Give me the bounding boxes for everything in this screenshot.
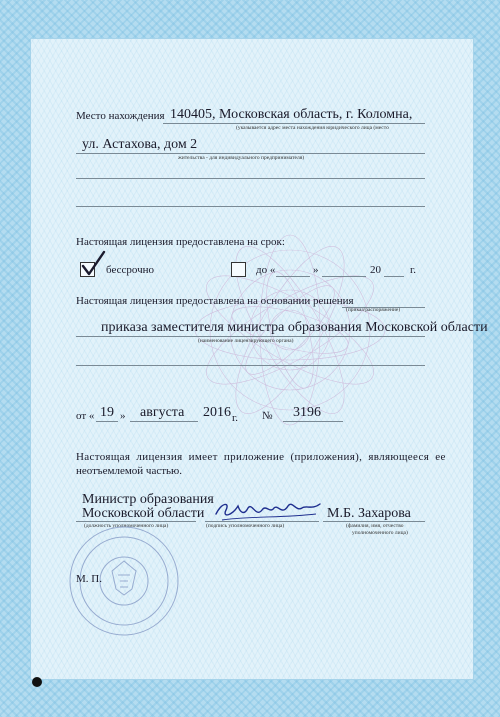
location-underline-1 (163, 123, 425, 124)
signer-position-hint: (должность уполномоченного лица) (84, 523, 169, 529)
location-underline-3 (76, 178, 425, 179)
signer-position-line1: Министр образования (82, 492, 214, 507)
checkmark-icon (79, 250, 107, 278)
order-month: августа (140, 405, 185, 420)
location-underline-4 (76, 206, 425, 207)
order-mid: » (120, 410, 126, 422)
basis-value-underline (76, 336, 425, 337)
hole-punch-dot (32, 677, 42, 687)
signature-hint: (подпись уполномоченного лица) (206, 523, 285, 529)
order-year-suffix: г. (232, 412, 239, 424)
appendix-line2: неотъемлемой частью. (76, 465, 183, 477)
order-day: 19 (100, 405, 114, 420)
signer-name: М.Б. Захарова (327, 506, 411, 521)
until-close: » (313, 264, 319, 276)
appendix-line1: Настоящая лицензия имеет приложение (приложения), являющееся ее (76, 451, 446, 463)
basis-underline-2 (76, 365, 425, 366)
location-hint-1: (указывается адрес места нахождения юридического лица (место (236, 125, 389, 131)
basis-value: приказа заместителя министра образования Московской области (101, 320, 488, 335)
location-line2: ул. Астахова, дом 2 (82, 137, 198, 152)
term-label: Настоящая лицензия предоставлена на срок: (76, 236, 285, 248)
location-line1: 140405, Московская область, г. Коломна, (170, 107, 413, 122)
until-year-suffix: г. (410, 264, 417, 276)
location-underline-2 (76, 153, 425, 154)
signer-position-line2: Московской области (82, 506, 205, 521)
until-checkbox (231, 262, 246, 277)
signer-position-underline (76, 521, 196, 522)
signer-name-underline (323, 521, 425, 522)
location-hint-2: жительства - для индивидуального предпринимателя) (178, 155, 305, 161)
indefinite-label: бессрочно (106, 264, 155, 276)
signer-name-hint-2: уполномоченного лица) (352, 530, 408, 536)
order-day-underline (96, 421, 118, 422)
signature-underline (205, 521, 319, 522)
order-month-underline (130, 421, 198, 422)
order-number: 3196 (293, 405, 321, 420)
order-number-underline (283, 421, 343, 422)
order-number-sign: № (262, 410, 273, 422)
basis-hint: (приказ/распоряжение) (346, 307, 401, 313)
until-year-underline (384, 276, 404, 277)
handwritten-signature-icon (212, 496, 324, 524)
basis-organ-hint: (наименование лицензирующего органа) (198, 338, 294, 344)
basis-label: Настоящая лицензия предоставлена на основании решения (76, 295, 354, 307)
signer-name-hint-1: (фамилия, имя, отчество (346, 523, 404, 529)
order-year: 2016 (203, 405, 231, 420)
order-prefix: от « (76, 410, 95, 422)
until-month-underline (322, 276, 366, 277)
stamp-mp-label: М. П. (76, 573, 102, 585)
until-day-underline (276, 276, 310, 277)
location-label: Место нахождения (76, 110, 165, 122)
until-year-prefix: 20 (370, 264, 381, 276)
until-label: до « (256, 264, 276, 276)
